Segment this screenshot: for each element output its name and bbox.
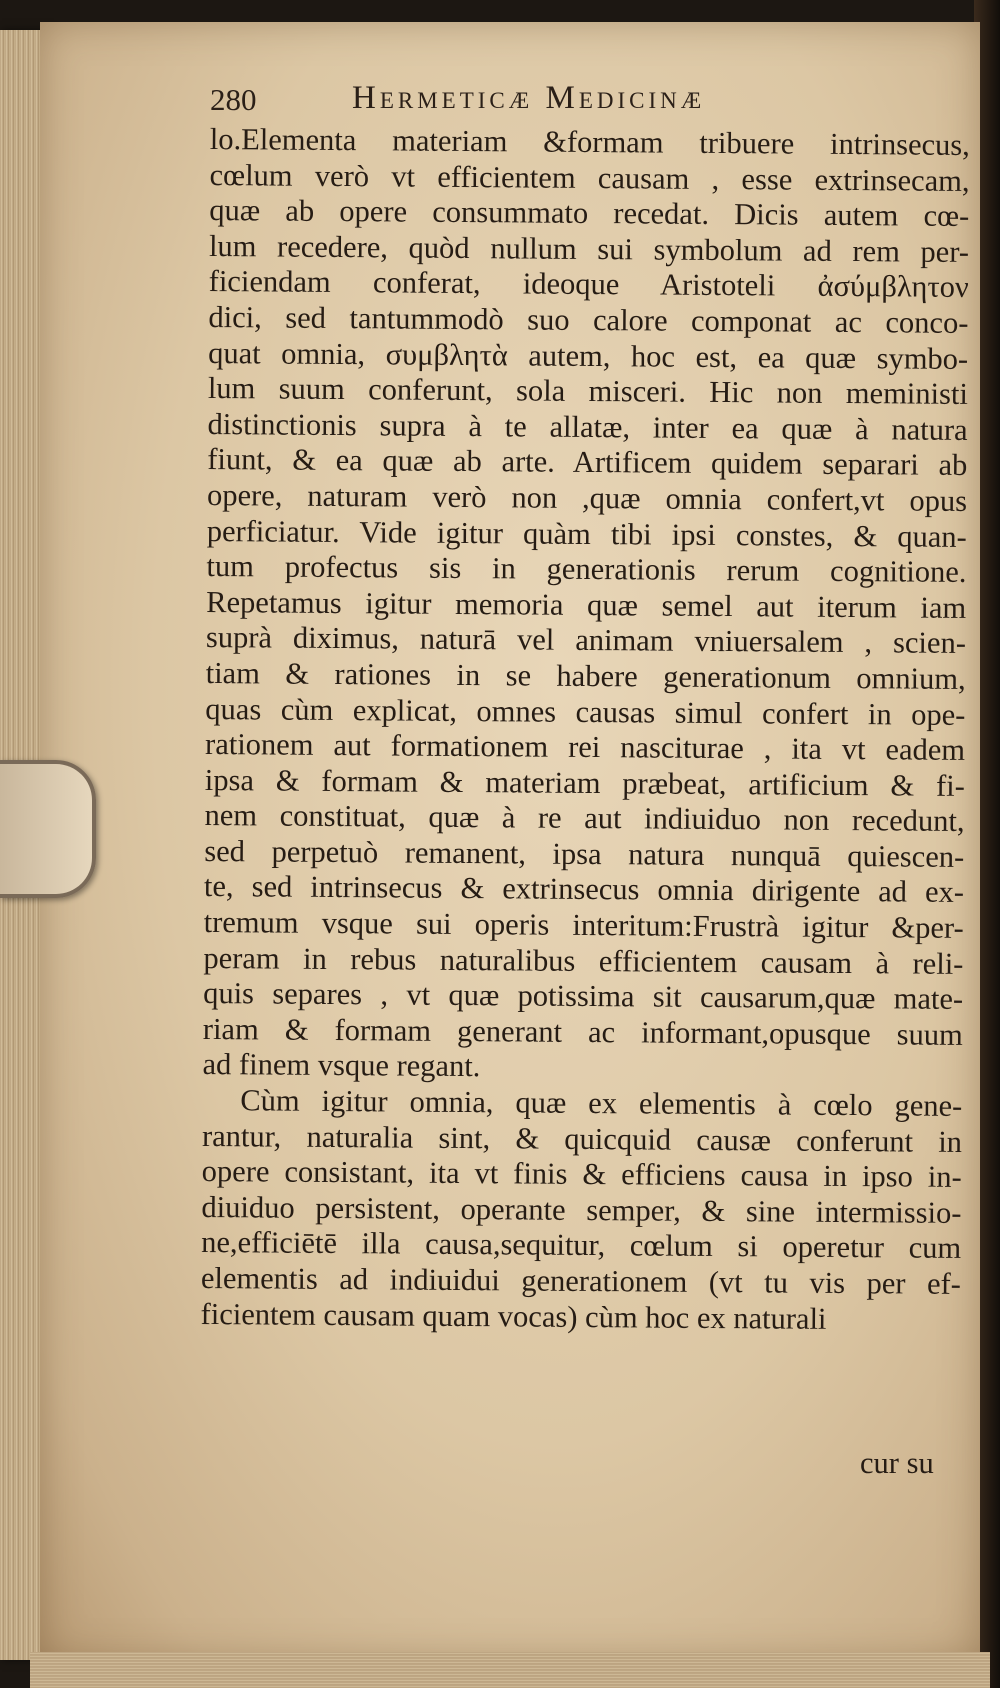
page-bottom-edge <box>30 1652 990 1688</box>
text-line: tiam & rationes in se habere generationum omnium, <box>205 655 966 696</box>
catchword: cur su <box>860 1446 934 1480</box>
text-line: rantur, naturalia sint, & quicquid causæ conferunt in <box>201 1118 963 1159</box>
text-line: tremum vsque sui operis interitum:Frustrà igitur &per- <box>203 905 964 946</box>
text-line: lo.Elementa materiam &formam tribuere intrinsecus, <box>209 122 970 162</box>
running-head: Hermeticæ Medicinæ <box>352 80 706 116</box>
text-line: tum profectus sis in generationis rerum cognitione. <box>206 549 967 590</box>
text-line: peram in rebus naturalibus efficientem causam à reli- <box>203 940 964 981</box>
text-line: te, sed intrinsecus & extrinsecus omnia dirigente ad ex- <box>203 869 965 910</box>
text-line: sed perpetuò remanent, ipsa natura nunquā quiescen- <box>204 833 965 874</box>
page-number: 280 <box>210 82 257 117</box>
text-line: diuiduo persistent, operante semper, & sine intermissio- <box>201 1189 962 1230</box>
text-line: riam & formam generant ac informant,opusque suum <box>202 1011 963 1052</box>
text-line: rationem aut formationem rei nasciturae , ita vt eadem <box>204 727 966 768</box>
text-line: ne,efficiētē illa causa,sequitur, cœlum si operetur cum <box>201 1225 962 1266</box>
text-line: suprà diximus, naturā vel animam vniuersalem , scien- <box>205 620 967 661</box>
text-line: quæ ab opere consummato recedat. Dicis autem cœ- <box>209 193 970 234</box>
text-line: lum recedere, quòd nullum sui symbolum ad rem per- <box>208 228 970 269</box>
text-line: ficientem causam quam vocas) cùm hoc ex naturali <box>200 1296 827 1336</box>
body-text <box>200 122 969 1338</box>
text-line: lum suum conferunt, sola misceri. Hic non meministi <box>207 371 969 412</box>
text-line: nem constituat, quæ à re aut indiuiduo non recedunt, <box>204 798 965 839</box>
text-line: dici, sed tantummodò suo calore componat ac conco- <box>208 299 969 340</box>
text-line: opere consistant, ita vt finis & efficiens causa in ipso in- <box>201 1154 962 1195</box>
text-line: distinctionis supra à te allatæ, inter ea quæ à natura <box>207 406 968 447</box>
text-line: quas cùm explicat, omnes causas simul confert in ope- <box>205 691 966 732</box>
page-header <box>210 78 870 122</box>
text-line: perficiatur. Vide igitur quàm tibi ipsi constes, & quan- <box>206 513 967 554</box>
text-line: ad finem vsque regant. <box>202 1047 481 1084</box>
text-line: opere, naturam verò non ,quæ omnia confert,vt opus <box>206 477 968 518</box>
text-line: cœlum verò vt efficientem causam , esse extrinsecam, <box>209 157 970 198</box>
text-line: Cùm igitur omnia, quæ ex elementis à cœlo gene- <box>240 1083 963 1123</box>
text-line: ficiendam conferat, ideoque Aristoteli ἀσύμβλητον <box>208 264 969 305</box>
text-line: fiunt, & ea quæ ab arte. Artificem quidem separari ab <box>207 442 968 483</box>
text-line: quis separes , vt quæ potissima sit causarum,quæ mate- <box>203 976 964 1017</box>
text-line: quat omnia, συμβλητὰ autem, hoc est, ea quæ symbo- <box>208 335 969 376</box>
text-line: elementis ad indiuidui generationem (vt tu vis per ef- <box>200 1260 962 1301</box>
book-clasp <box>0 760 96 898</box>
text-line: ipsa & formam & materiam præbeat, artificium & fi- <box>204 762 965 803</box>
text-line: Repetamus igitur memoria quæ semel aut iterum iam <box>206 584 967 625</box>
